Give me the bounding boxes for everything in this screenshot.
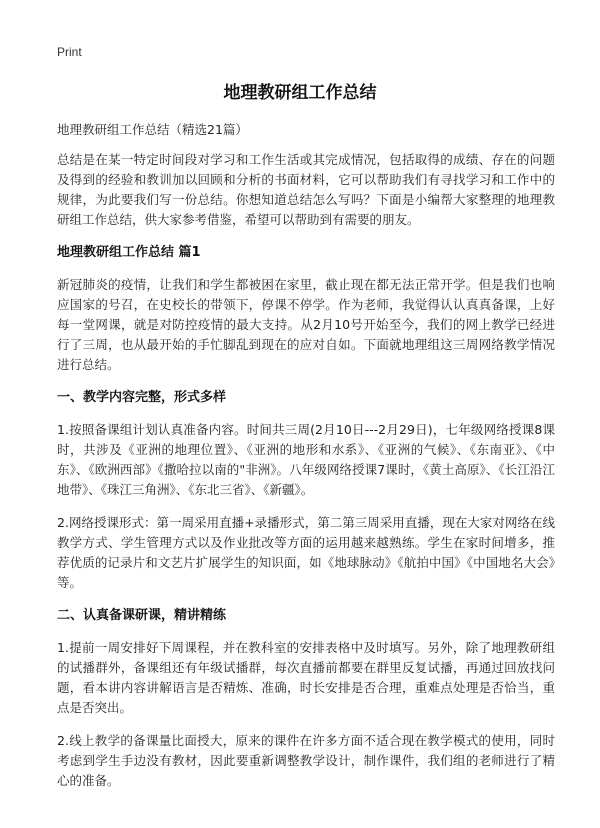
section-2-heading: 二、认真备课研课，精讲精练 bbox=[57, 608, 227, 623]
article-heading: 地理教研组工作总结 篇1 bbox=[57, 245, 201, 260]
article-intro-paragraph: 新冠肺炎的疫情，让我们和学生都被困在家里，截止现在都无法正常开学。但是我们也响应国家的号召，在史校长的带领下，停课不停学。作为老师，我觉得认认真真备课，上好每一堂网课，就是对防控疫情的最大支持。从2月10号开始至今，我们的网上教学已经进行了三周，也从最开始的手忙脚乱到现在的应对自如。下面就地理组这三周网络教学情况进行总结。 bbox=[57, 277, 555, 372]
section-1-heading: 一、教学内容完整，形式多样 bbox=[57, 390, 227, 405]
section-1-paragraph-2: 2.网络授课形式：第一周采用直播+录播形式，第二第三周采用直播，现在大家对网络在线教学方式、学生管理方式以及作业批改等方面的运用越来越熟练。学生在家时间增多，推荐优质的记录片和文艺片扩展学生的知识面，如《地球脉动》《航拍中国》《中国地名大会》等。 bbox=[57, 515, 555, 590]
print-link[interactable]: Print bbox=[57, 45, 82, 59]
intro-paragraph: 总结是在某一特定时间段对学习和工作生活或其完成情况，包括取得的成绩、存在的问题及得到的经验和教训加以回顾和分析的书面材料，它可以帮助我们有寻找学习和工作中的规律，为此要我们写一份总结。你想知道总结怎么写吗？下面是小编帮大家整理的地理教研组工作总结，供大家参考借鉴，希望可以帮助到有需要的朋友。 bbox=[57, 152, 555, 227]
section-1-paragraph-1: 1.按照备课组计划认真准备内容。时间共三周(2月10日---2月29日)，七年级网络授课8课时，共涉及《亚洲的地理位置》、《亚洲的地形和水系》、《亚洲的气候》、《东南亚》、《中东》、《欧洲西部》《撒哈拉以南的"非洲》。八年级网络授课7课时，《黄土高原》、《长江沿江地带》、《珠江三角洲》、《东北三省》、《新疆》。 bbox=[57, 422, 555, 497]
section-2-paragraph-2: 2.线上教学的备课量比面授大，原来的课件在许多方面不适合现在教学模式的使用，同时考虑到学生手边没有教材，因此要重新调整教学设计，制作课件，我们组的老师进行了精心的准备。 bbox=[57, 733, 555, 788]
page-title: 地理教研组工作总结 bbox=[223, 83, 377, 103]
section-2-paragraph-1: 1.提前一周安排好下周课程，并在教科室的安排表格中及时填写。另外，除了地理教研组的试播群外，备课组还有年级试播群，每次直播前都要在群里反复试播，再通过回放找问题，看本讲内容讲解语言是否精炼、准确，时长安排是否合理，重难点处理是否恰当，重点是否突出。 bbox=[57, 640, 555, 715]
document-body bbox=[57, 120, 555, 804]
document-subtitle: 地理教研组工作总结（精选21篇） bbox=[57, 122, 248, 137]
